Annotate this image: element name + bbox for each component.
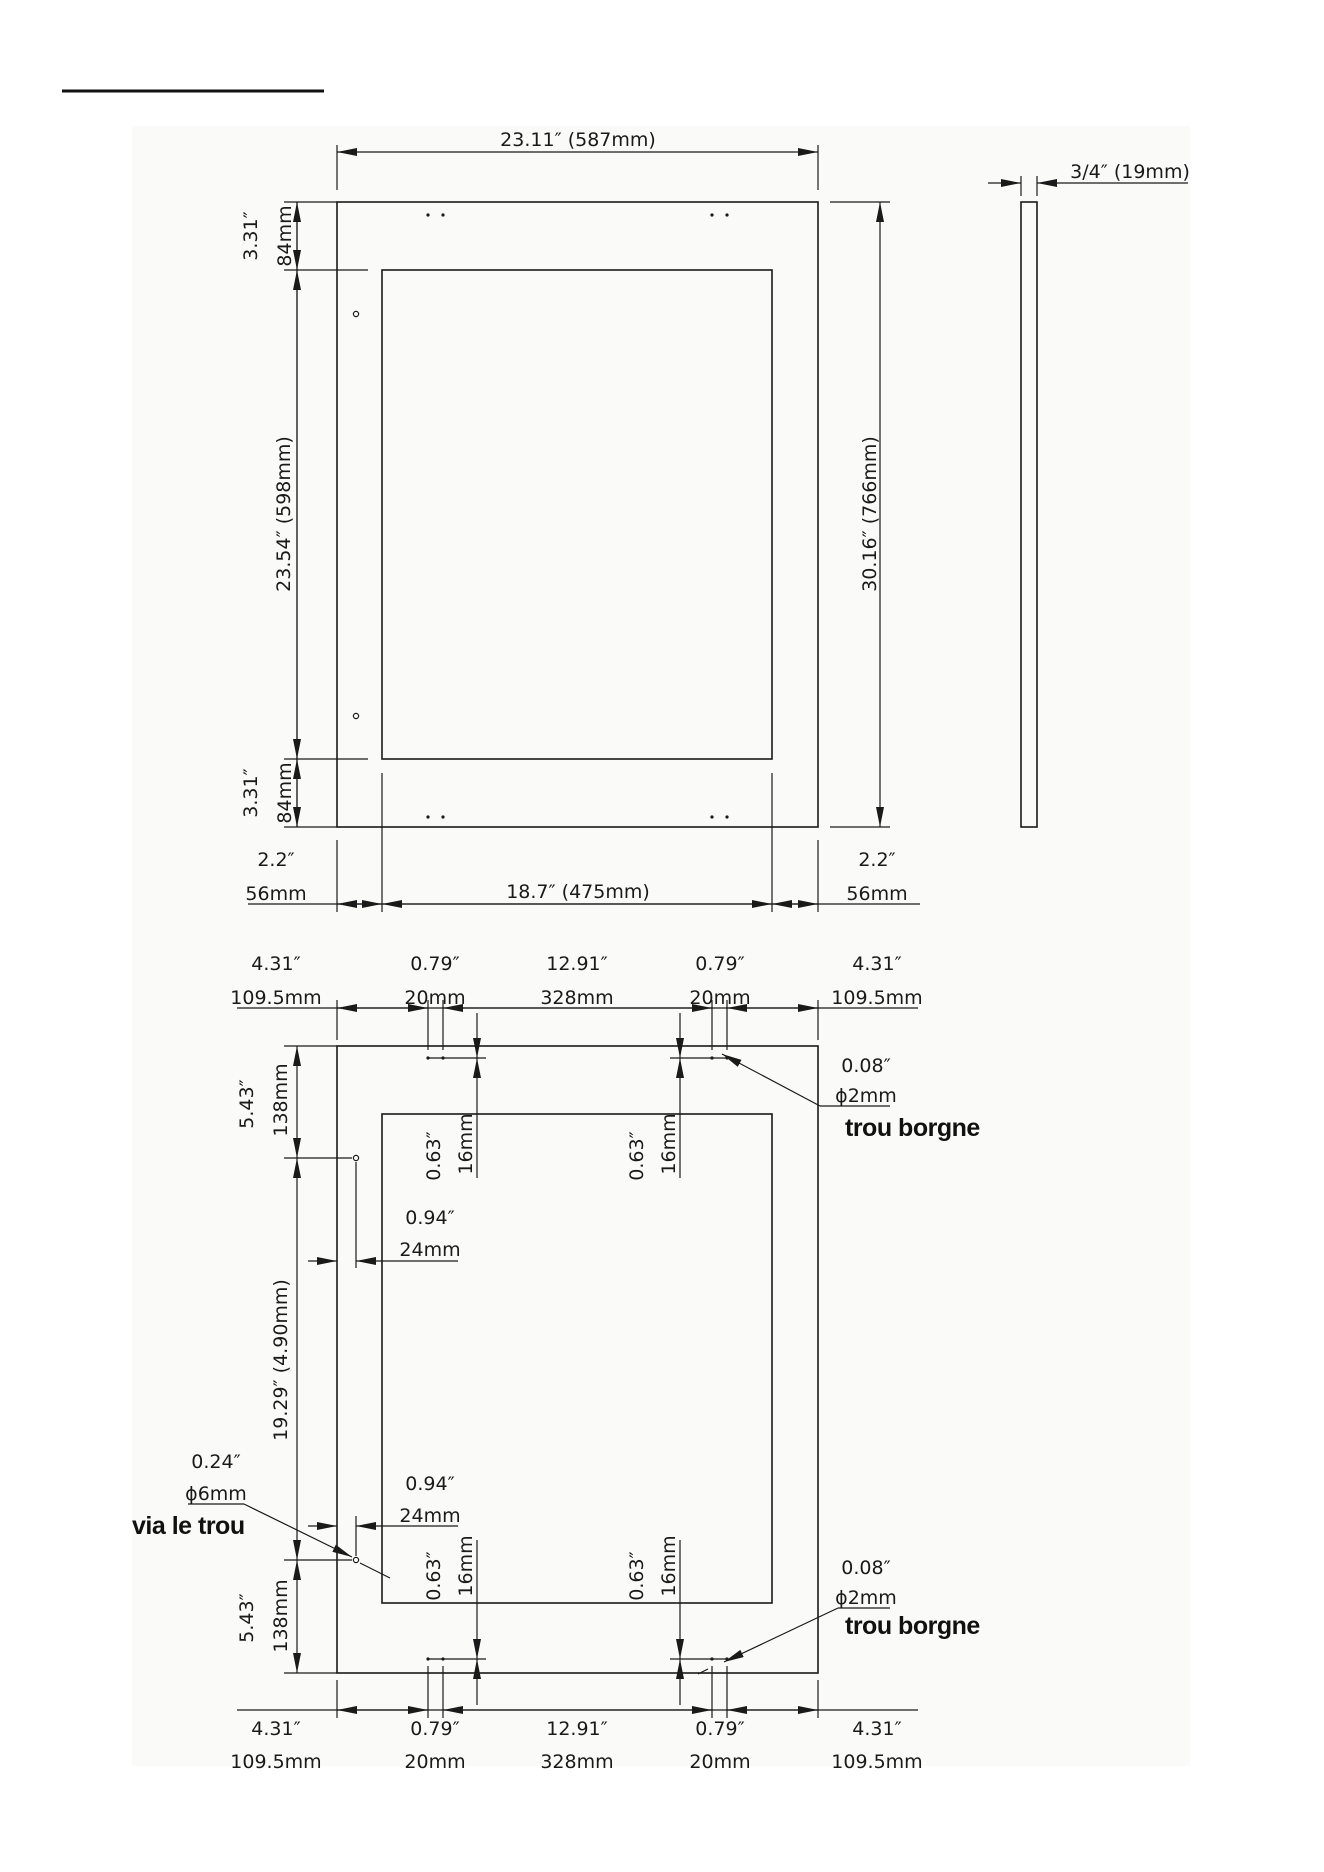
edge-offset-bottom-mm: 24mm: [399, 1505, 461, 1527]
top-seg2-mm: 20mm: [404, 987, 466, 1009]
through-hole-label: via le trou: [132, 1512, 245, 1540]
top-seg3-mm: 328mm: [540, 987, 614, 1009]
dot-offset-bottom-left-mm: 16mm: [455, 1535, 477, 1597]
edge-offset-top-mm: 24mm: [399, 1239, 461, 1261]
left-stile-mm: 56mm: [245, 883, 307, 905]
bottom-seg2-mm: 20mm: [404, 1751, 466, 1773]
bottom-seg5-mm: 109.5mm: [831, 1751, 923, 1773]
top-rail-mm: 84mm: [274, 205, 296, 267]
bottom-seg5-in: 4.31″: [852, 1718, 902, 1740]
blind-hole-bottom-label: trou borgne: [845, 1612, 980, 1640]
through-hole-in: 0.24″: [191, 1451, 241, 1473]
top-seg1-in: 4.31″: [251, 953, 301, 975]
top-seg4-in: 0.79″: [695, 953, 745, 975]
bottom-rail-in: 3.31″: [240, 768, 262, 818]
bottom-hole-in: 5.43″: [236, 1593, 258, 1643]
dot-offset-top-right-in: 0.63″: [626, 1131, 648, 1181]
blind-hole-top-label: trou borgne: [845, 1114, 980, 1142]
panel-height-label: 23.54″ (598mm): [273, 436, 295, 592]
panel-width-label: 18.7″ (475mm): [506, 881, 650, 903]
blind-hole-top-mm: ϕ2mm: [835, 1085, 897, 1107]
edge-offset-top-in: 0.94″: [405, 1207, 455, 1229]
right-stile-mm: 56mm: [846, 883, 908, 905]
blind-hole-bottom-in: 0.08″: [841, 1557, 891, 1579]
right-stile-in: 2.2″: [858, 849, 896, 871]
top-seg5-mm: 109.5mm: [831, 987, 923, 1009]
top-seg3-in: 12.91″: [546, 953, 608, 975]
top-rail-in: 3.31″: [240, 211, 262, 261]
top-hole-in: 5.43″: [236, 1079, 258, 1129]
bottom-seg3-mm: 328mm: [540, 1751, 614, 1773]
drawing-sheet: [132, 126, 1190, 1766]
bottom-seg4-mm: 20mm: [689, 1751, 751, 1773]
through-hole-mm: ϕ6mm: [185, 1483, 247, 1505]
bottom-seg1-in: 4.31″: [251, 1718, 301, 1740]
dot-offset-top-left-in: 0.63″: [423, 1131, 445, 1181]
dot-offset-bottom-left-in: 0.63″: [423, 1551, 445, 1601]
blind-hole-bottom-mm: ϕ2mm: [835, 1587, 897, 1609]
bottom-seg4-in: 0.79″: [695, 1718, 745, 1740]
dot-offset-bottom-right-mm: 16mm: [658, 1535, 680, 1597]
bottom-seg1-mm: 109.5mm: [230, 1751, 322, 1773]
left-stile-in: 2.2″: [257, 849, 295, 871]
top-seg1-mm: 109.5mm: [230, 987, 322, 1009]
bottom-rail-mm: 84mm: [274, 762, 296, 824]
edge-offset-bottom-in: 0.94″: [405, 1473, 455, 1495]
bottom-seg3-in: 12.91″: [546, 1718, 608, 1740]
thickness-label: 3/4″ (19mm): [1070, 161, 1190, 183]
dot-offset-top-left-mm: 16mm: [455, 1113, 477, 1175]
top-seg2-in: 0.79″: [410, 953, 460, 975]
bottom-seg2-in: 0.79″: [410, 1718, 460, 1740]
width-label: 23.11″ (587mm): [500, 129, 656, 151]
top-hole-mm: 138mm: [270, 1063, 292, 1137]
top-seg4-mm: 20mm: [689, 987, 751, 1009]
blind-hole-top-in: 0.08″: [841, 1055, 891, 1077]
hole-spacing-label: 19.29″ (4.90mm): [270, 1279, 292, 1441]
total-height-label: 30.16″ (766mm): [859, 436, 881, 592]
bottom-hole-mm: 138mm: [270, 1579, 292, 1653]
dot-offset-top-right-mm: 16mm: [658, 1113, 680, 1175]
dot-offset-bottom-right-in: 0.63″: [626, 1551, 648, 1601]
top-seg5-in: 4.31″: [852, 953, 902, 975]
